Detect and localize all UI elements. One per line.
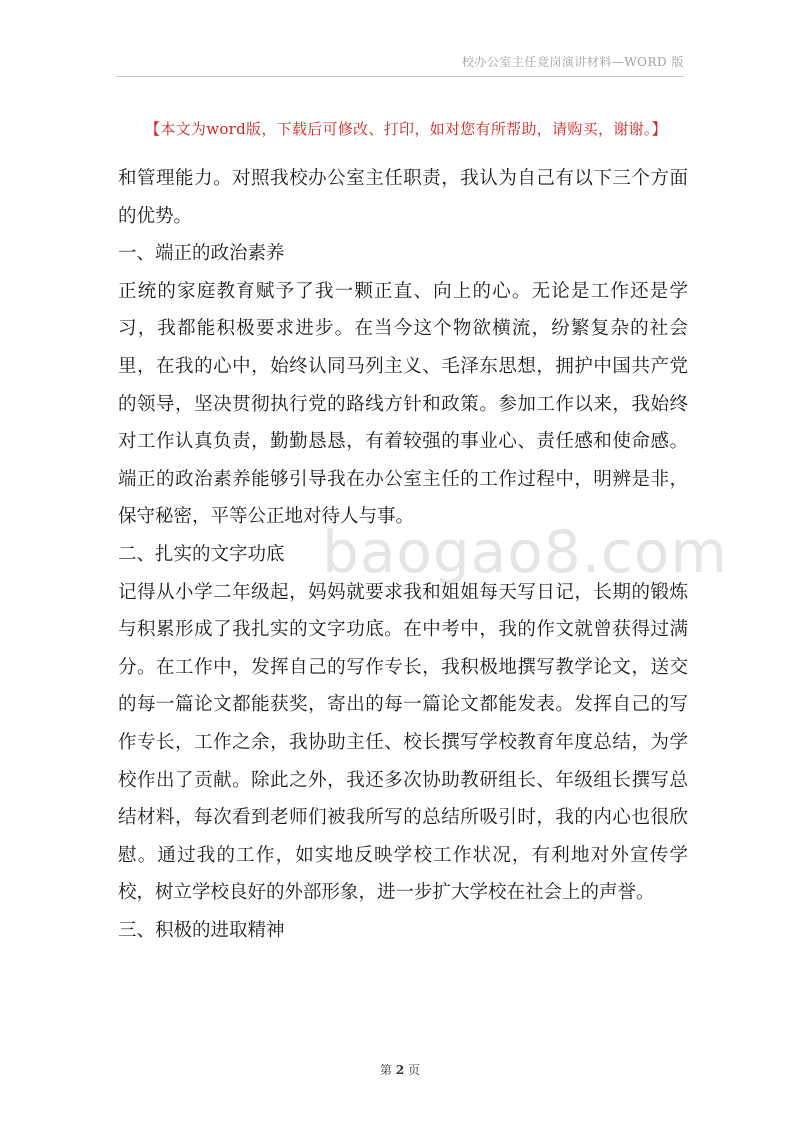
section-heading: 三、积极的进取精神 [118,919,285,941]
section-heading: 二、扎实的文字功底 [118,543,285,565]
page-footer [0,1061,800,1078]
download-notice: 【本文为word版，下载后可修改、打印，如对您有所帮助，请购买，谢谢。】 [145,120,667,138]
document-body [118,160,688,949]
page-label-prefix: 第 [379,1063,392,1077]
running-header: 校办公室主任竟岗演讲材料—WORD 版 [461,55,684,69]
body-paragraph: 和管理能力。对照我校办公室主任职责，我认为自己有以下三个方面的优势。 [118,168,688,227]
header-divider [116,76,684,77]
page-number: 2 [395,1063,405,1077]
body-paragraph: 正统的家庭教育赋予了我一颗正直、向上的心。无论是工作还是学习，我都能积极要求进步。在当今这个物欲横流，纷繁复杂的社会里，在我的心中，始终认同马列主义、毛泽东思想，拥护中国共产党的领导，坚决贯彻执行党的路线方针和政策。参加工作以来，我始终对工作认真负责，勤勤恳恳，有着较强的事业心、责任感和使命感。端正的政治素养能够引导我在办公室主任的工作过程中，明辨是非，保守秘密，平等公正地对待人与事。 [118,280,688,528]
section-heading: 一、端正的政治素养 [118,243,285,265]
watermark: baogao8.com [322,518,728,586]
body-paragraph: 记得从小学二年级起，妈妈就要求我和姐姐每天写日记，长期的锻炼与积累形成了我扎实的文字功底。在中考中，我的作文就曾获得过满分。在工作中，发挥自己的写作专长，我积极地撰写教学论文，送交的每一篇论文都能获奖，寄出的每一篇论文都能发表。发挥自己的写作专长，工作之余，我协助主任、校长撰写学校教育年度总结，为学校作出了贡献。除此之外，我还多次协助教研组长、年级组长撰写总结材料，每次看到老师们被我所写的总结所吸引时，我的内心也很欣慰。通过我的工作，如实地反映学校工作状况，有利地对外宣传学校，树立学校良好的外部形象，进一步扩大学校在社会上的声誉。 [118,581,688,904]
page-label-suffix: 页 [408,1063,421,1077]
